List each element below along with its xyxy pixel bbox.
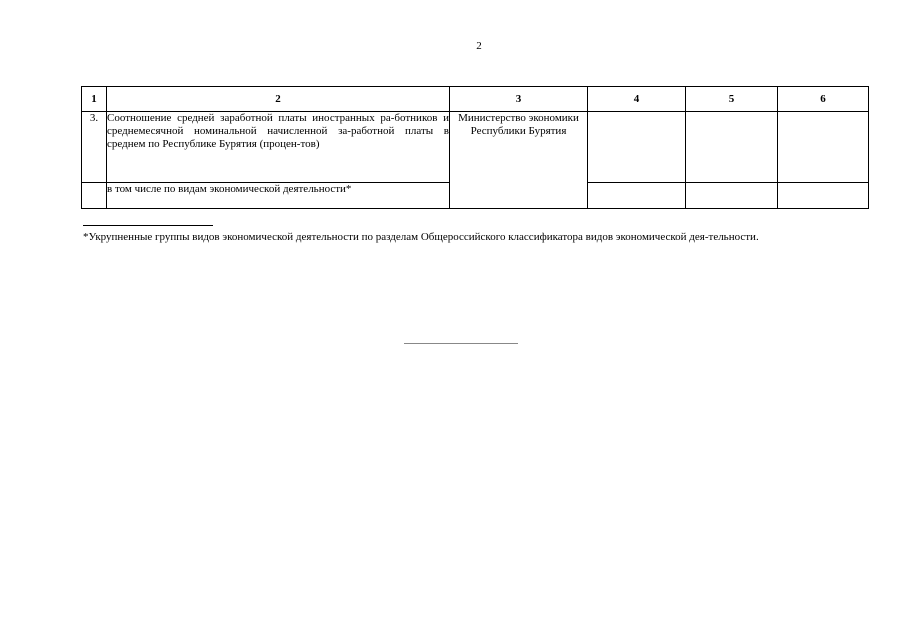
indicators-table — [81, 86, 869, 209]
page-number: 2 — [476, 40, 482, 52]
table-row — [82, 112, 869, 183]
value-cell — [686, 112, 778, 183]
header-col-1: 1 — [82, 87, 107, 112]
responsible-agency: Министерство экономики Республики Бурятия — [450, 112, 588, 209]
header-col-3: 3 — [450, 87, 588, 112]
value-cell — [778, 183, 869, 209]
indicator-text: Соотношение средней заработной платы иностранных ра-ботников и среднемесячной номинальной начисленной за-работной платы в среднем по Республике Бурятия (процен-тов) — [107, 112, 450, 183]
row-number: 3. — [82, 112, 107, 183]
footnote-divider — [83, 225, 213, 226]
value-cell — [588, 183, 686, 209]
indicator-text: в том числе по видам экономической деятельности* — [107, 183, 450, 209]
row-number — [82, 183, 107, 209]
header-col-5: 5 — [686, 87, 778, 112]
value-cell — [588, 112, 686, 183]
end-of-document-line — [404, 343, 518, 344]
header-col-2: 2 — [107, 87, 450, 112]
table-header-row — [82, 87, 869, 112]
header-col-4: 4 — [588, 87, 686, 112]
header-col-6: 6 — [778, 87, 869, 112]
value-cell — [778, 112, 869, 183]
footnote: *Укрупненные группы видов экономической деятельности по разделам Общероссийского классификатора видов экономической дея-тельности. — [83, 231, 759, 243]
value-cell — [686, 183, 778, 209]
